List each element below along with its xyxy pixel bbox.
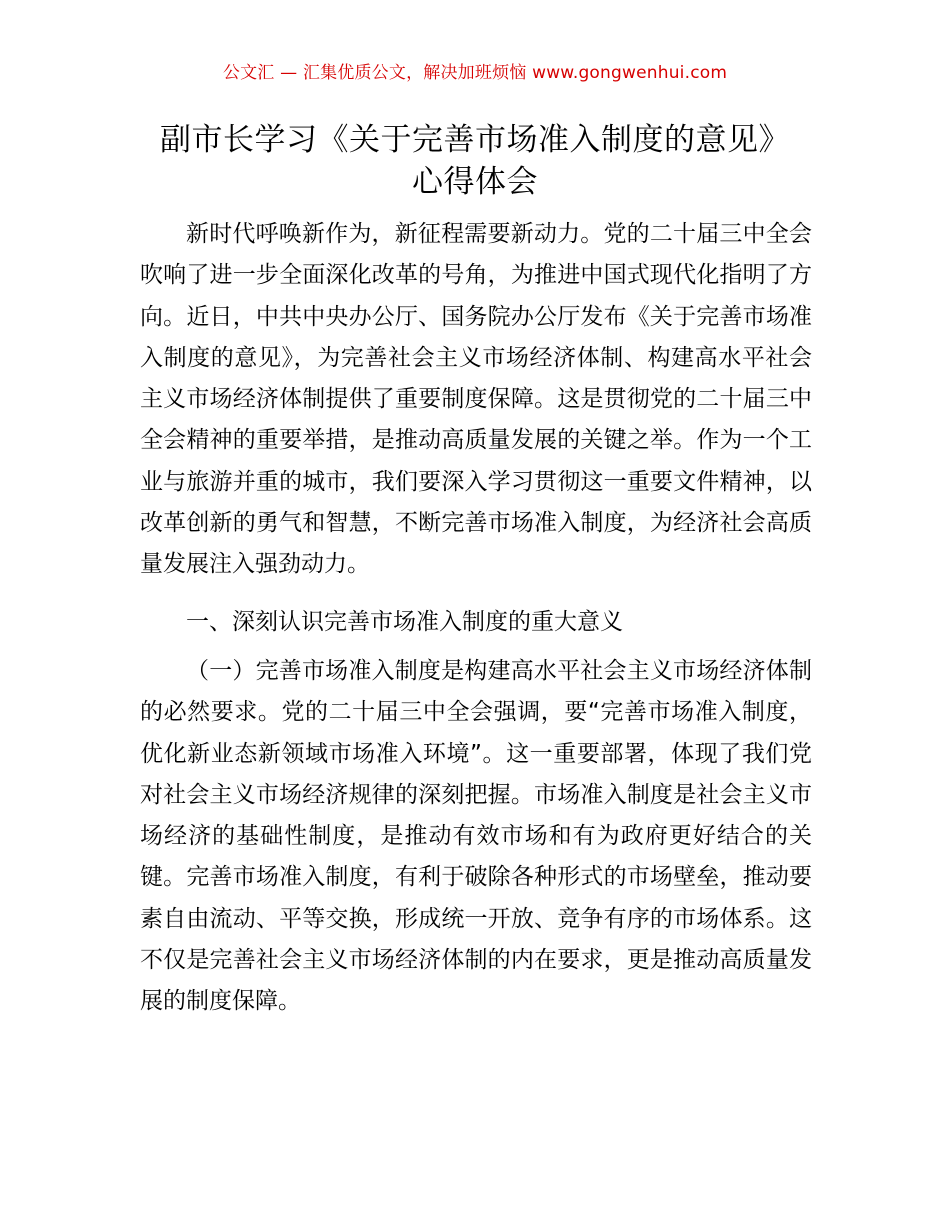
section-paragraph: （一）完善市场准入制度是构建高水平社会主义市场经济体制的必然要求。党的二十届三中全会强调，要“完善市场准入制度，优化新业态新领域市场准入环境”。这一重要部署，体现了我们党对社会主义市场经济规律的深刻把握。市场准入制度是社会主义市场经济的基础性制度，是推动有效市场和有为政府更好结合的关键。完善市场准入制度，有利于破除各种形式的市场壁垒，推动要素自由流动、平等交换，形成统一开放、竞争有序的市场体系。这不仅是完善社会主义市场经济体制的内在要求，更是推动高质量发展的制度保障。 (140, 657, 812, 1015)
paragraph-gap (140, 643, 812, 651)
paragraph-gap (140, 586, 812, 594)
section-heading: 一、深刻认识完善市场准入制度的重大意义 (186, 608, 623, 635)
site-banner: 公文汇 — 汇集优质公文，解决加班烦恼 www.gongwenhui.com (222, 63, 728, 83)
document-title-line-1: 副市长学习《关于完善市场准入制度的意见》 (160, 122, 790, 158)
document-body (140, 214, 812, 1023)
document-title-line-2: 心得体会 (412, 164, 538, 200)
intro-paragraph: 新时代呼唤新作为，新征程需要新动力。党的二十届三中全会吹响了进一步全面深化改革的号角，为推进中国式现代化指明了方向。近日，中共中央办公厅、国务院办公厅发布《关于完善市场准入制度的意见》，为完善社会主义市场经济体制、构建高水平社会主义市场经济体制提供了重要制度保障。这是贯彻党的二十届三中全会精神的重要举措，是推动高质量发展的关键之举。作为一个工业与旅游并重的城市，我们要深入学习贯彻这一重要文件精神，以改革创新的勇气和智慧，不断完善市场准入制度，为经济社会高质量发展注入强劲动力。 (140, 221, 812, 578)
